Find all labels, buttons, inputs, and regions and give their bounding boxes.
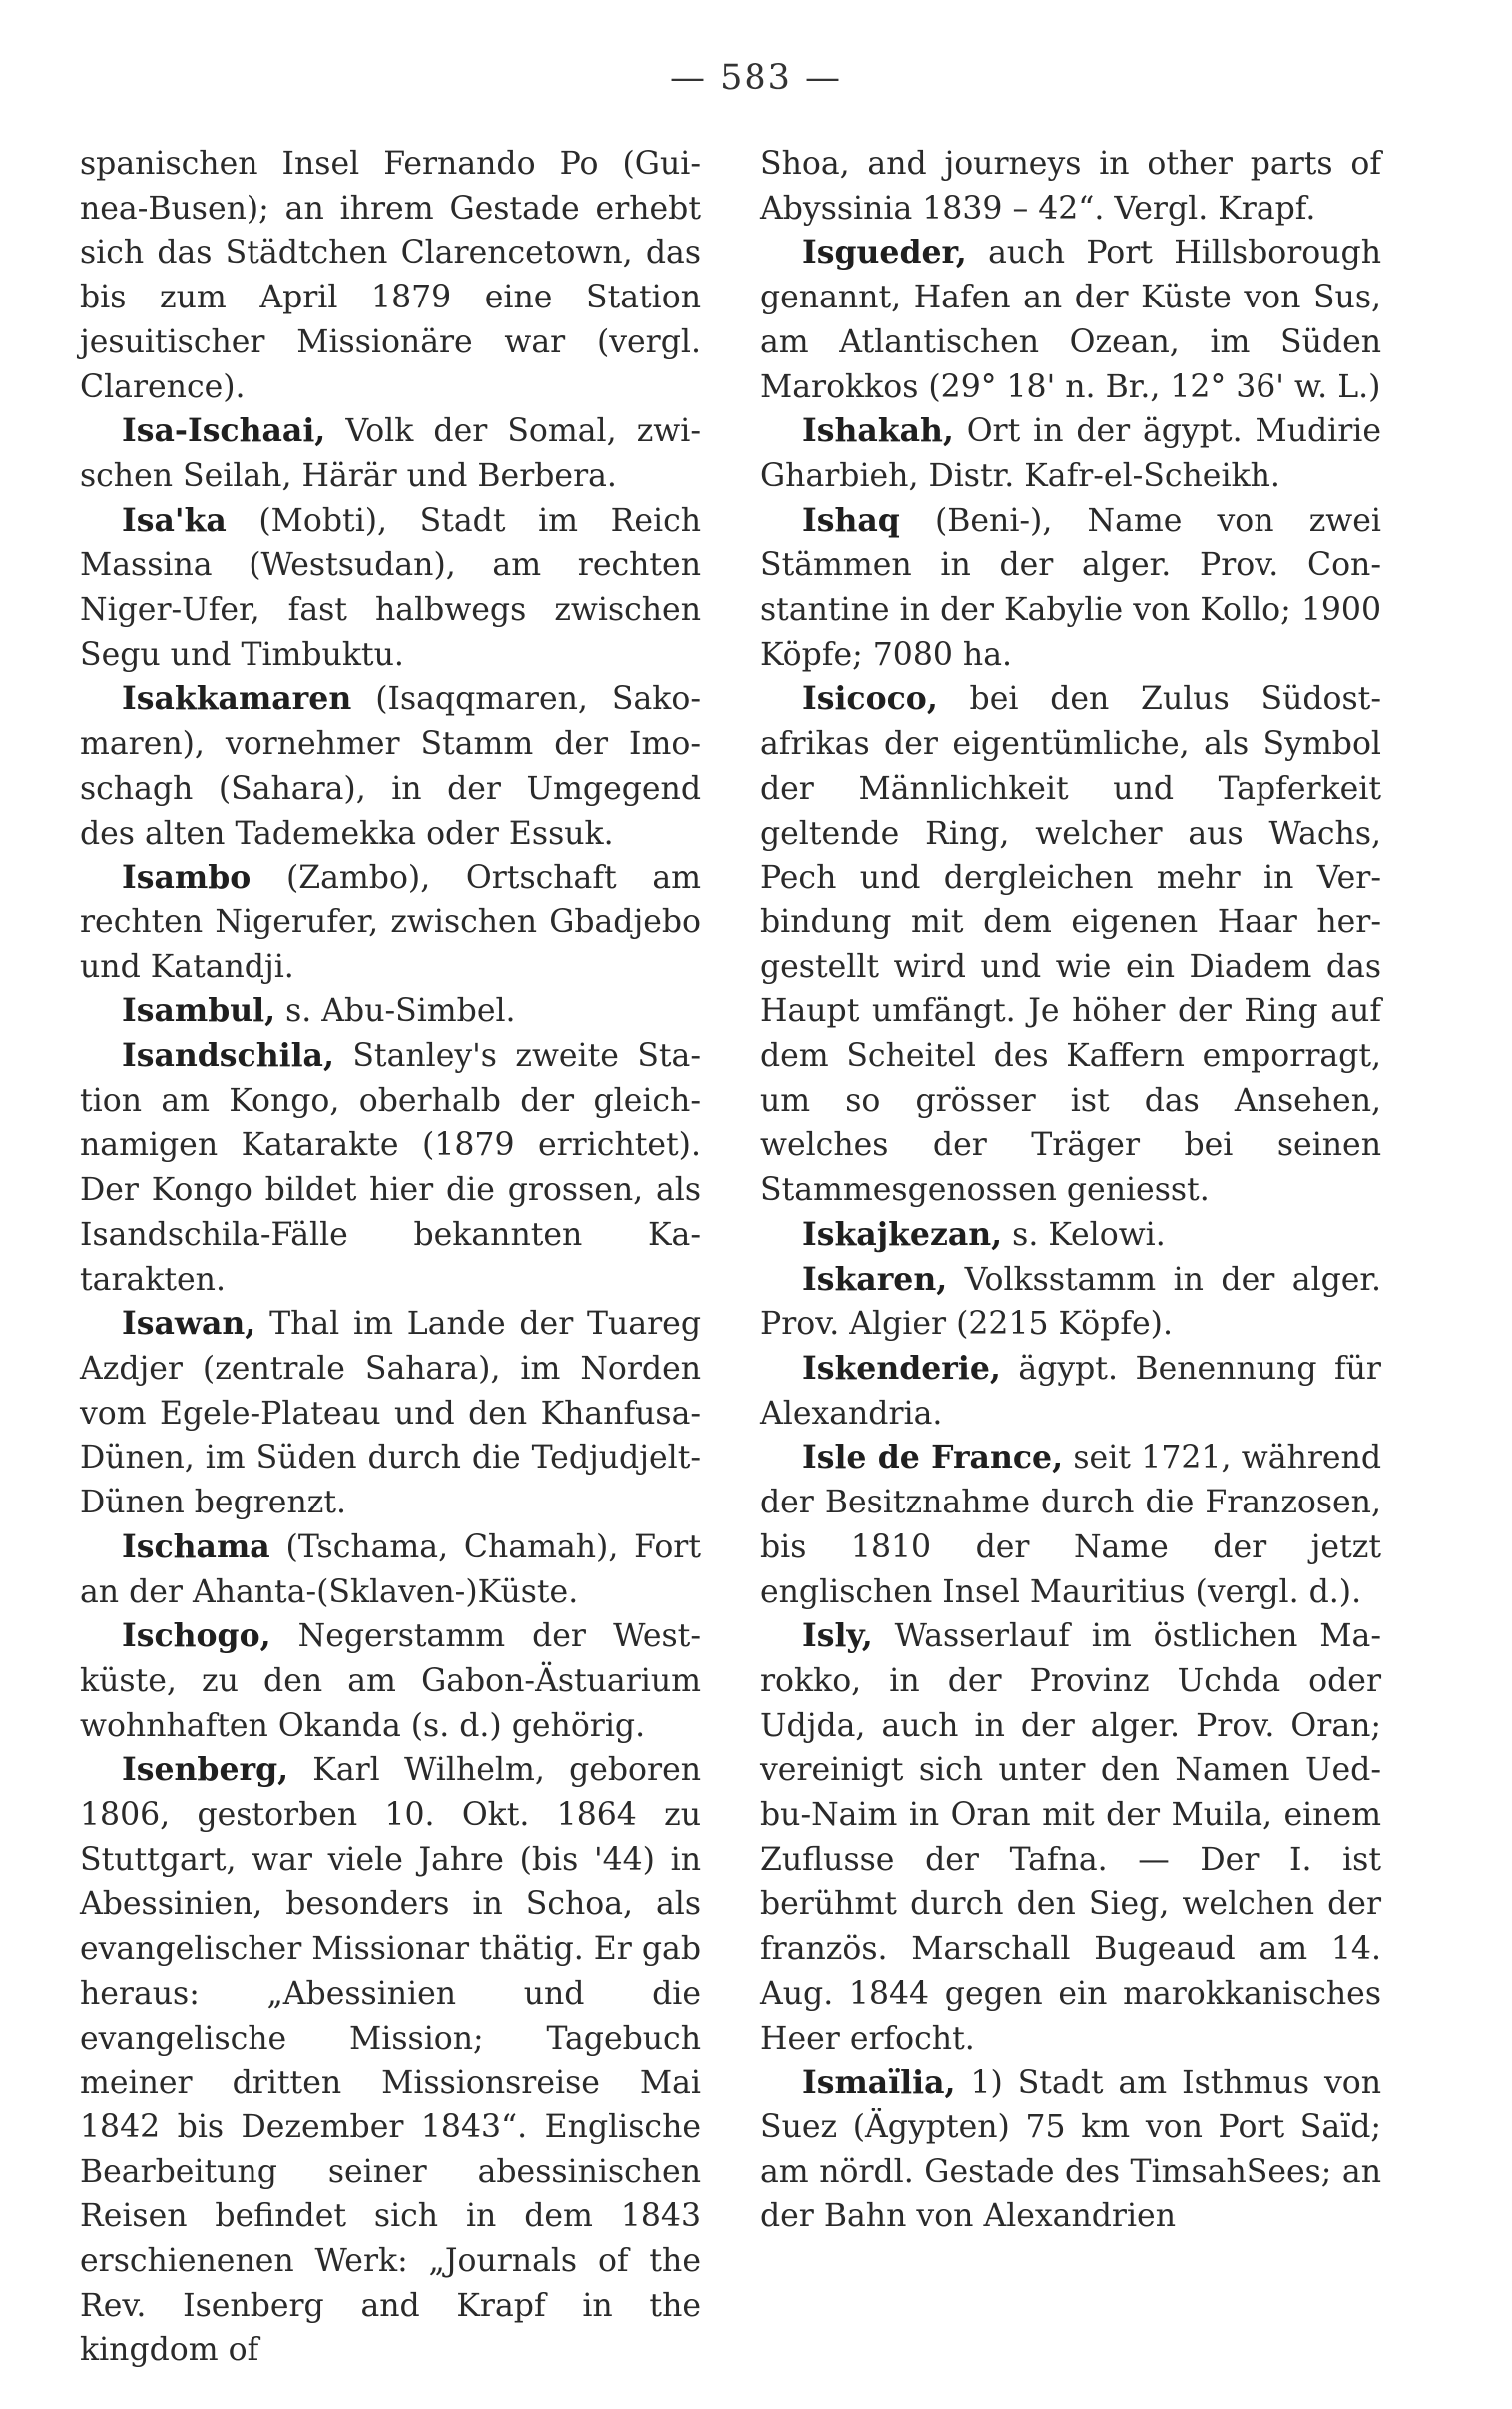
entry-text: ägypt. Benennung für Alexandria. — [760, 1350, 1381, 1432]
entry-headword: Isandschila, — [122, 1037, 334, 1075]
entry-text: Thal im Lande der Tuareg Azdjer (zentrale Sahara), im Norden vom Egele-Plateau und den Khanfusa-Dünen, im Süden durch die Tedjudjelt-Dünen begrenzt. — [80, 1306, 701, 1521]
entry-headword: Isa'ka — [122, 501, 227, 539]
entry-continuation — [760, 142, 1381, 231]
entry-text: (Isaqqmaren, Sakomaren), vornehmer Stamm der Imoschagh (Sahara), in der Umgegend des alten Tademekka oder Essuk. — [80, 681, 701, 852]
page-number: — 583 — — [669, 58, 843, 98]
entry-isambul — [80, 989, 701, 1034]
entry-isambo — [80, 856, 701, 989]
entry-text: seit 1721, während der Besitznahme durch die Franzosen, bis 1810 der Name der jetzt englischen Insel Mauritius (vergl. d.). — [760, 1440, 1381, 1610]
entry-headword: Isawan, — [122, 1305, 256, 1343]
entry-text: Wasserlauf im östlichen Marokko, in der Provinz Uchda oder Udjda, auch in der alger. Prov. Oran; vereinigt sich unter den Namen Uedbu-Naim in Oran mit der Muila, einem Zuflusse der Tafna. — Der I. ist berühmt durch den Sieg, welchen der französ. Marschall Bugeaud am 14. Aug. 1844 gegen ein marokkanisches Heer erfocht. — [760, 1618, 1381, 2057]
entry-iskenderie — [760, 1347, 1381, 1436]
entry-text: Ort in der ägypt. Mudirie Gharbieh, Distr. Kafr-el-Scheikh. — [760, 413, 1381, 494]
entry-text: Volk der Somal, zwischen Seilah, Härär und Berbera. — [80, 413, 701, 494]
entry-headword: Iskajkezan, — [802, 1215, 1003, 1253]
entry-text: Volksstamm in der alger. Prov. Algier (2215 Köpfe). — [760, 1261, 1381, 1343]
entry-headword: Isgueder, — [802, 234, 967, 272]
entry-text: s. Abu-Simbel. — [275, 993, 516, 1030]
entry-headword: Isicoco, — [802, 680, 938, 718]
entry-text: (Beni-), Name von zwei Stämmen in der alger. Prov. Constantine in der Kabylie von Kollo; 1900 Köpfe; 7080 ha. — [760, 502, 1381, 673]
entry-headword: Isly, — [802, 1617, 873, 1655]
entry-text: Shoa, and journeys in other parts of Abyssinia 1839 – 42“. Vergl. Krapf. — [760, 146, 1381, 227]
entry-isly — [760, 1614, 1381, 2061]
entry-headword: Ischama — [122, 1527, 270, 1565]
entry-headword: Ishaq — [802, 501, 900, 539]
entry-isle-de-france — [760, 1436, 1381, 1614]
entry-isawan — [80, 1302, 701, 1525]
entry-headword: Iskaren, — [802, 1260, 948, 1298]
entry-headword: Isakkamaren — [122, 680, 352, 718]
entry-isenberg — [80, 1748, 701, 2373]
entry-headword: Ismaïlia, — [802, 2064, 956, 2102]
right-column — [760, 142, 1381, 2239]
entry-continuation — [80, 142, 701, 409]
entry-text: spanischen Insel Fernando Po (Guinea-Busen); an ihrem Gestade erhebt sich das Städtchen Clarencetown, das bis zum April 1879 eine Station jesuitischer Missionäre war (vergl. Clarence). — [80, 146, 701, 405]
entry-headword: Isa-Ischaai, — [122, 412, 326, 450]
entry-isicoco — [760, 677, 1381, 1212]
entry-headword: Isambul, — [122, 992, 276, 1030]
entry-isgueder — [760, 231, 1381, 409]
entry-ischogo — [80, 1614, 701, 1748]
left-column — [80, 142, 701, 2373]
entry-headword: Ishakah, — [802, 412, 954, 450]
entry-ishaq — [760, 499, 1381, 678]
entry-ischama — [80, 1525, 701, 1614]
entry-ismailia — [760, 2061, 1381, 2239]
entry-text: (Zambo), Ortschaft am rechten Nigerufer, zwischen Gbadjebo und Katandji. — [80, 860, 701, 985]
entry-text: auch Port Hillsborough genannt, Hafen an der Küste von Sus, am Atlantischen Ozean, im Süden Marokkos (29° 18' n. Br., 12° 36' w. L.) — [760, 235, 1381, 405]
entry-iskajkezan — [760, 1213, 1381, 1258]
entry-text: (Tschama, Chamah), Fort an der Ahanta-(Sklaven-)Küste. — [80, 1528, 701, 1610]
entry-text: Karl Wilhelm, geboren 1806, gestorben 10. Okt. 1864 zu Stuttgart, war viele Jahre (bis '44) in Abessinien, besonders in Schoa, als evangelischer Missionar thätig. Er gab heraus: „Abessinien und die evangelische Mission; Tagebuch meiner dritten Missionsreise Mai 1842 bis Dezember 1843“. Englische Bearbeitung seiner abessinischen Reisen befindet sich in dem 1843 erschienenen Werk: „Journals of the Rev. Isenberg and Krapf in the kingdom of — [80, 1752, 701, 2369]
entry-text: Stanley's zweite Station am Kongo, oberhalb der gleichnamigen Katarakte (1879 errichtet). Der Kongo bildet hier die grossen, als Isandschila-Fälle bekannten Katarakten. — [80, 1038, 701, 1298]
entry-isa-ischaai — [80, 409, 701, 498]
entry-isaka — [80, 499, 701, 678]
entry-text: s. Kelowi. — [1002, 1216, 1166, 1253]
entry-headword: Isambo — [122, 859, 252, 897]
entry-text: (Mobti), Stadt im Reich Massina (Westsudan), am rechten Niger-Ufer, fast halbwegs zwischen Segu und Timbuktu. — [80, 502, 701, 673]
entry-text: 1) Stadt am Isthmus von Suez (Ägypten) 75 km von Port Saïd; am nördl. Gestade des TimsahSees; an der Bahn von Alexandrien — [760, 2065, 1381, 2235]
entry-isakkamaren — [80, 677, 701, 856]
entry-ishakah — [760, 409, 1381, 498]
entry-headword: Isle de France, — [802, 1439, 1064, 1477]
entry-isandschila — [80, 1034, 701, 1302]
entry-headword: Ischogo, — [122, 1617, 271, 1655]
entry-iskaren — [760, 1258, 1381, 1347]
entry-headword: Isenberg, — [122, 1751, 289, 1789]
entry-text: Negerstamm der Westküste, zu den am Gabon-Ästuarium wohnhaften Okanda (s. d.) gehörig. — [80, 1618, 701, 1744]
entry-headword: Iskenderie, — [802, 1349, 1001, 1387]
entry-text: bei den Zulus Südostafrikas der eigentümliche, als Symbol der Männlichkeit und Tapferkeit geltende Ring, welcher aus Wachs, Pech und dergleichen mehr in Verbindung mit dem eigenen Haar hergestellt wird und wie ein Diadem das Haupt umfängt. Je höher der Ring auf dem Scheitel des Kaffern emporragt, um so grösser ist das Ansehen, welches der Träger bei seinen Stammesgenossen geniesst. — [760, 681, 1381, 1209]
